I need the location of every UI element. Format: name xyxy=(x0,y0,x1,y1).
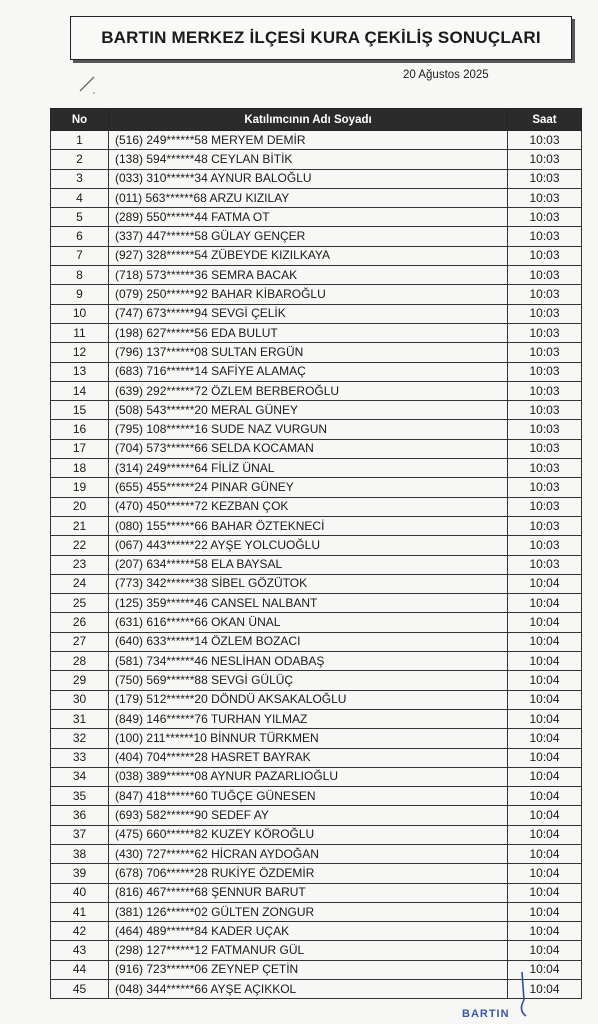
draw-time: 10:04 xyxy=(508,787,582,806)
row-number: 31 xyxy=(51,709,109,728)
participant-name: (683) 716******14 SAFİYE ALAMAÇ xyxy=(109,362,508,381)
column-header-name: Katılımcının Adı Soyadı xyxy=(109,109,508,131)
draw-time: 10:04 xyxy=(508,729,582,748)
draw-time: 10:04 xyxy=(508,748,582,767)
table-row xyxy=(51,343,582,362)
participant-name: (464) 489******84 KADER UÇAK xyxy=(109,922,508,941)
row-number: 33 xyxy=(51,748,109,767)
document-title: BARTIN MERKEZ İLÇESİ KURA ÇEKİLİŞ SONUÇLARI xyxy=(101,28,541,47)
row-number: 40 xyxy=(51,883,109,902)
draw-time: 10:03 xyxy=(508,497,582,516)
table-row xyxy=(51,806,582,825)
row-number: 3 xyxy=(51,169,109,188)
participant-name: (100) 211******10 BİNNUR TÜRKMEN xyxy=(109,729,508,748)
participant-name: (927) 328******54 ZÜBEYDE KIZILKAYA xyxy=(109,246,508,265)
table-row xyxy=(51,266,582,285)
table-row xyxy=(51,902,582,921)
draw-time: 10:03 xyxy=(508,285,582,304)
table-header-row xyxy=(51,109,582,131)
draw-time: 10:03 xyxy=(508,323,582,342)
participant-name: (381) 126******02 GÜLTEN ZONGUR xyxy=(109,902,508,921)
column-header-no: No xyxy=(51,109,109,131)
table-row xyxy=(51,131,582,150)
draw-time: 10:04 xyxy=(508,574,582,593)
draw-time: 10:03 xyxy=(508,459,582,478)
draw-time: 10:03 xyxy=(508,478,582,497)
row-number: 18 xyxy=(51,459,109,478)
row-number: 23 xyxy=(51,555,109,574)
row-number: 41 xyxy=(51,902,109,921)
participant-name: (430) 727******62 HİCRAN AYDOĞAN xyxy=(109,844,508,863)
table-row xyxy=(51,208,582,227)
table-row xyxy=(51,188,582,207)
draw-time: 10:03 xyxy=(508,150,582,169)
table-row xyxy=(51,632,582,651)
table-row xyxy=(51,478,582,497)
row-number: 1 xyxy=(51,131,109,150)
row-number: 5 xyxy=(51,208,109,227)
draw-time: 10:04 xyxy=(508,594,582,613)
table-row xyxy=(51,401,582,420)
participant-name: (718) 573******36 SEMRA BACAK xyxy=(109,266,508,285)
stamp-text: BARTIN xyxy=(462,1008,510,1020)
row-number: 42 xyxy=(51,922,109,941)
row-number: 34 xyxy=(51,767,109,786)
table-row xyxy=(51,516,582,535)
participant-name: (038) 389******08 AYNUR PAZARLIOĞLU xyxy=(109,767,508,786)
participant-name: (125) 359******46 CANSEL NALBANT xyxy=(109,594,508,613)
draw-time: 10:03 xyxy=(508,439,582,458)
draw-time: 10:04 xyxy=(508,632,582,651)
row-number: 8 xyxy=(51,266,109,285)
draw-time: 10:03 xyxy=(508,536,582,555)
draw-time: 10:04 xyxy=(508,767,582,786)
table-row xyxy=(51,536,582,555)
pen-mark xyxy=(78,73,98,95)
participant-name: (314) 249******64 FİLİZ ÜNAL xyxy=(109,459,508,478)
row-number: 6 xyxy=(51,227,109,246)
column-header-time: Saat xyxy=(508,109,582,131)
draw-time: 10:04 xyxy=(508,864,582,883)
participant-name: (655) 455******24 PINAR GÜNEY xyxy=(109,478,508,497)
draw-time: 10:04 xyxy=(508,671,582,690)
participant-name: (508) 543******20 MERAL GÜNEY xyxy=(109,401,508,420)
participant-name: (773) 342******38 SİBEL GÖZÜTOK xyxy=(109,574,508,593)
draw-time: 10:03 xyxy=(508,343,582,362)
document-title-box xyxy=(70,16,572,60)
participant-name: (080) 155******66 BAHAR ÖZTEKNECİ xyxy=(109,516,508,535)
participant-name: (179) 512******20 DÖNDÜ AKSAKALOĞLU xyxy=(109,690,508,709)
draw-time: 10:04 xyxy=(508,844,582,863)
participant-name: (704) 573******66 SELDA KOCAMAN xyxy=(109,439,508,458)
row-number: 45 xyxy=(51,980,109,999)
participant-name: (916) 723******06 ZEYNEP ÇETİN xyxy=(109,960,508,979)
participant-name: (750) 569******88 SEVGİ GÜLÜÇ xyxy=(109,671,508,690)
draw-time: 10:04 xyxy=(508,980,582,999)
participant-name: (640) 633******14 ÖZLEM BOZACI xyxy=(109,632,508,651)
draw-time: 10:03 xyxy=(508,555,582,574)
participant-name: (289) 550******44 FATMA OT xyxy=(109,208,508,227)
draw-time: 10:03 xyxy=(508,401,582,420)
table-row xyxy=(51,941,582,960)
draw-time: 10:04 xyxy=(508,806,582,825)
row-number: 22 xyxy=(51,536,109,555)
participant-name: (639) 292******72 ÖZLEM BERBEROĞLU xyxy=(109,381,508,400)
row-number: 2 xyxy=(51,150,109,169)
draw-time: 10:04 xyxy=(508,960,582,979)
table-row xyxy=(51,227,582,246)
table-row xyxy=(51,574,582,593)
row-number: 12 xyxy=(51,343,109,362)
row-number: 7 xyxy=(51,246,109,265)
table-row xyxy=(51,246,582,265)
row-number: 26 xyxy=(51,613,109,632)
draw-time: 10:03 xyxy=(508,246,582,265)
table-row xyxy=(51,690,582,709)
row-number: 28 xyxy=(51,652,109,671)
participant-name: (079) 250******92 BAHAR KİBAROĞLU xyxy=(109,285,508,304)
row-number: 24 xyxy=(51,574,109,593)
row-number: 10 xyxy=(51,304,109,323)
row-number: 30 xyxy=(51,690,109,709)
participant-name: (048) 344******66 AYŞE AÇIKKOL xyxy=(109,980,508,999)
row-number: 21 xyxy=(51,516,109,535)
row-number: 14 xyxy=(51,381,109,400)
draw-time: 10:03 xyxy=(508,304,582,323)
draw-time: 10:04 xyxy=(508,883,582,902)
participant-name: (470) 450******72 KEZBAN ÇOK xyxy=(109,497,508,516)
participant-name: (847) 418******60 TUĞÇE GÜNESEN xyxy=(109,787,508,806)
draw-time: 10:04 xyxy=(508,941,582,960)
table-row xyxy=(51,748,582,767)
draw-time: 10:03 xyxy=(508,131,582,150)
row-number: 25 xyxy=(51,594,109,613)
table-row xyxy=(51,150,582,169)
row-number: 36 xyxy=(51,806,109,825)
row-number: 38 xyxy=(51,844,109,863)
participant-name: (138) 594******48 CEYLAN BİTİK xyxy=(109,150,508,169)
row-number: 9 xyxy=(51,285,109,304)
row-number: 17 xyxy=(51,439,109,458)
participant-name: (796) 137******08 SULTAN ERGÜN xyxy=(109,343,508,362)
participant-name: (693) 582******90 SEDEF AY xyxy=(109,806,508,825)
draw-time: 10:04 xyxy=(508,652,582,671)
table-row xyxy=(51,381,582,400)
participant-name: (795) 108******16 SUDE NAZ VURGUN xyxy=(109,420,508,439)
draw-time: 10:04 xyxy=(508,690,582,709)
draw-time: 10:03 xyxy=(508,420,582,439)
results-table xyxy=(50,108,582,999)
row-number: 16 xyxy=(51,420,109,439)
draw-time: 10:03 xyxy=(508,208,582,227)
table-row xyxy=(51,362,582,381)
participant-name: (678) 706******28 RUKİYE ÖZDEMİR xyxy=(109,864,508,883)
table-row xyxy=(51,652,582,671)
table-body xyxy=(51,131,582,999)
row-number: 44 xyxy=(51,960,109,979)
participant-name: (207) 634******58 ELA BAYSAL xyxy=(109,555,508,574)
table-row xyxy=(51,323,582,342)
participant-name: (067) 443******22 AYŞE YOLCUOĞLU xyxy=(109,536,508,555)
table-row xyxy=(51,922,582,941)
row-number: 27 xyxy=(51,632,109,651)
participant-name: (581) 734******46 NESLİHAN ODABAŞ xyxy=(109,652,508,671)
draw-time: 10:03 xyxy=(508,516,582,535)
participant-name: (849) 146******76 TURHAN YILMAZ xyxy=(109,709,508,728)
row-number: 13 xyxy=(51,362,109,381)
table-row xyxy=(51,844,582,863)
row-number: 43 xyxy=(51,941,109,960)
participant-name: (475) 660******82 KUZEY KÖROĞLU xyxy=(109,825,508,844)
draw-time: 10:03 xyxy=(508,188,582,207)
participant-name: (631) 616******66 OKAN ÜNAL xyxy=(109,613,508,632)
row-number: 39 xyxy=(51,864,109,883)
draw-time: 10:04 xyxy=(508,902,582,921)
table-row xyxy=(51,420,582,439)
row-number: 15 xyxy=(51,401,109,420)
table-row xyxy=(51,169,582,188)
table-row xyxy=(51,555,582,574)
participant-name: (747) 673******94 SEVGİ ÇELİK xyxy=(109,304,508,323)
draw-time: 10:03 xyxy=(508,381,582,400)
participant-name: (816) 467******68 ŞENNUR BARUT xyxy=(109,883,508,902)
table-row xyxy=(51,767,582,786)
draw-time: 10:04 xyxy=(508,613,582,632)
participant-name: (404) 704******28 HASRET BAYRAK xyxy=(109,748,508,767)
row-number: 32 xyxy=(51,729,109,748)
row-number: 29 xyxy=(51,671,109,690)
table-row xyxy=(51,497,582,516)
participant-name: (033) 310******34 AYNUR BALOĞLU xyxy=(109,169,508,188)
draw-time: 10:03 xyxy=(508,227,582,246)
draw-time: 10:04 xyxy=(508,922,582,941)
table-row xyxy=(51,613,582,632)
table-row xyxy=(51,729,582,748)
row-number: 4 xyxy=(51,188,109,207)
table-row xyxy=(51,709,582,728)
row-number: 11 xyxy=(51,323,109,342)
table-row xyxy=(51,787,582,806)
draw-time: 10:03 xyxy=(508,266,582,285)
table-row xyxy=(51,883,582,902)
table-row xyxy=(51,825,582,844)
table-row xyxy=(51,285,582,304)
row-number: 20 xyxy=(51,497,109,516)
table-row xyxy=(51,439,582,458)
participant-name: (516) 249******58 MERYEM DEMİR xyxy=(109,131,508,150)
document-date: 20 Ağustos 2025 xyxy=(403,69,489,81)
table-row xyxy=(51,671,582,690)
participant-name: (337) 447******58 GÜLAY GENÇER xyxy=(109,227,508,246)
draw-time: 10:04 xyxy=(508,825,582,844)
row-number: 19 xyxy=(51,478,109,497)
row-number: 35 xyxy=(51,787,109,806)
table-row xyxy=(51,864,582,883)
participant-name: (011) 563******68 ARZU KIZILAY xyxy=(109,188,508,207)
draw-time: 10:03 xyxy=(508,169,582,188)
table-row xyxy=(51,459,582,478)
row-number: 37 xyxy=(51,825,109,844)
participant-name: (198) 627******56 EDA BULUT xyxy=(109,323,508,342)
draw-time: 10:04 xyxy=(508,709,582,728)
table-row xyxy=(51,304,582,323)
draw-time: 10:03 xyxy=(508,362,582,381)
participant-name: (298) 127******12 FATMANUR GÜL xyxy=(109,941,508,960)
table-row xyxy=(51,594,582,613)
